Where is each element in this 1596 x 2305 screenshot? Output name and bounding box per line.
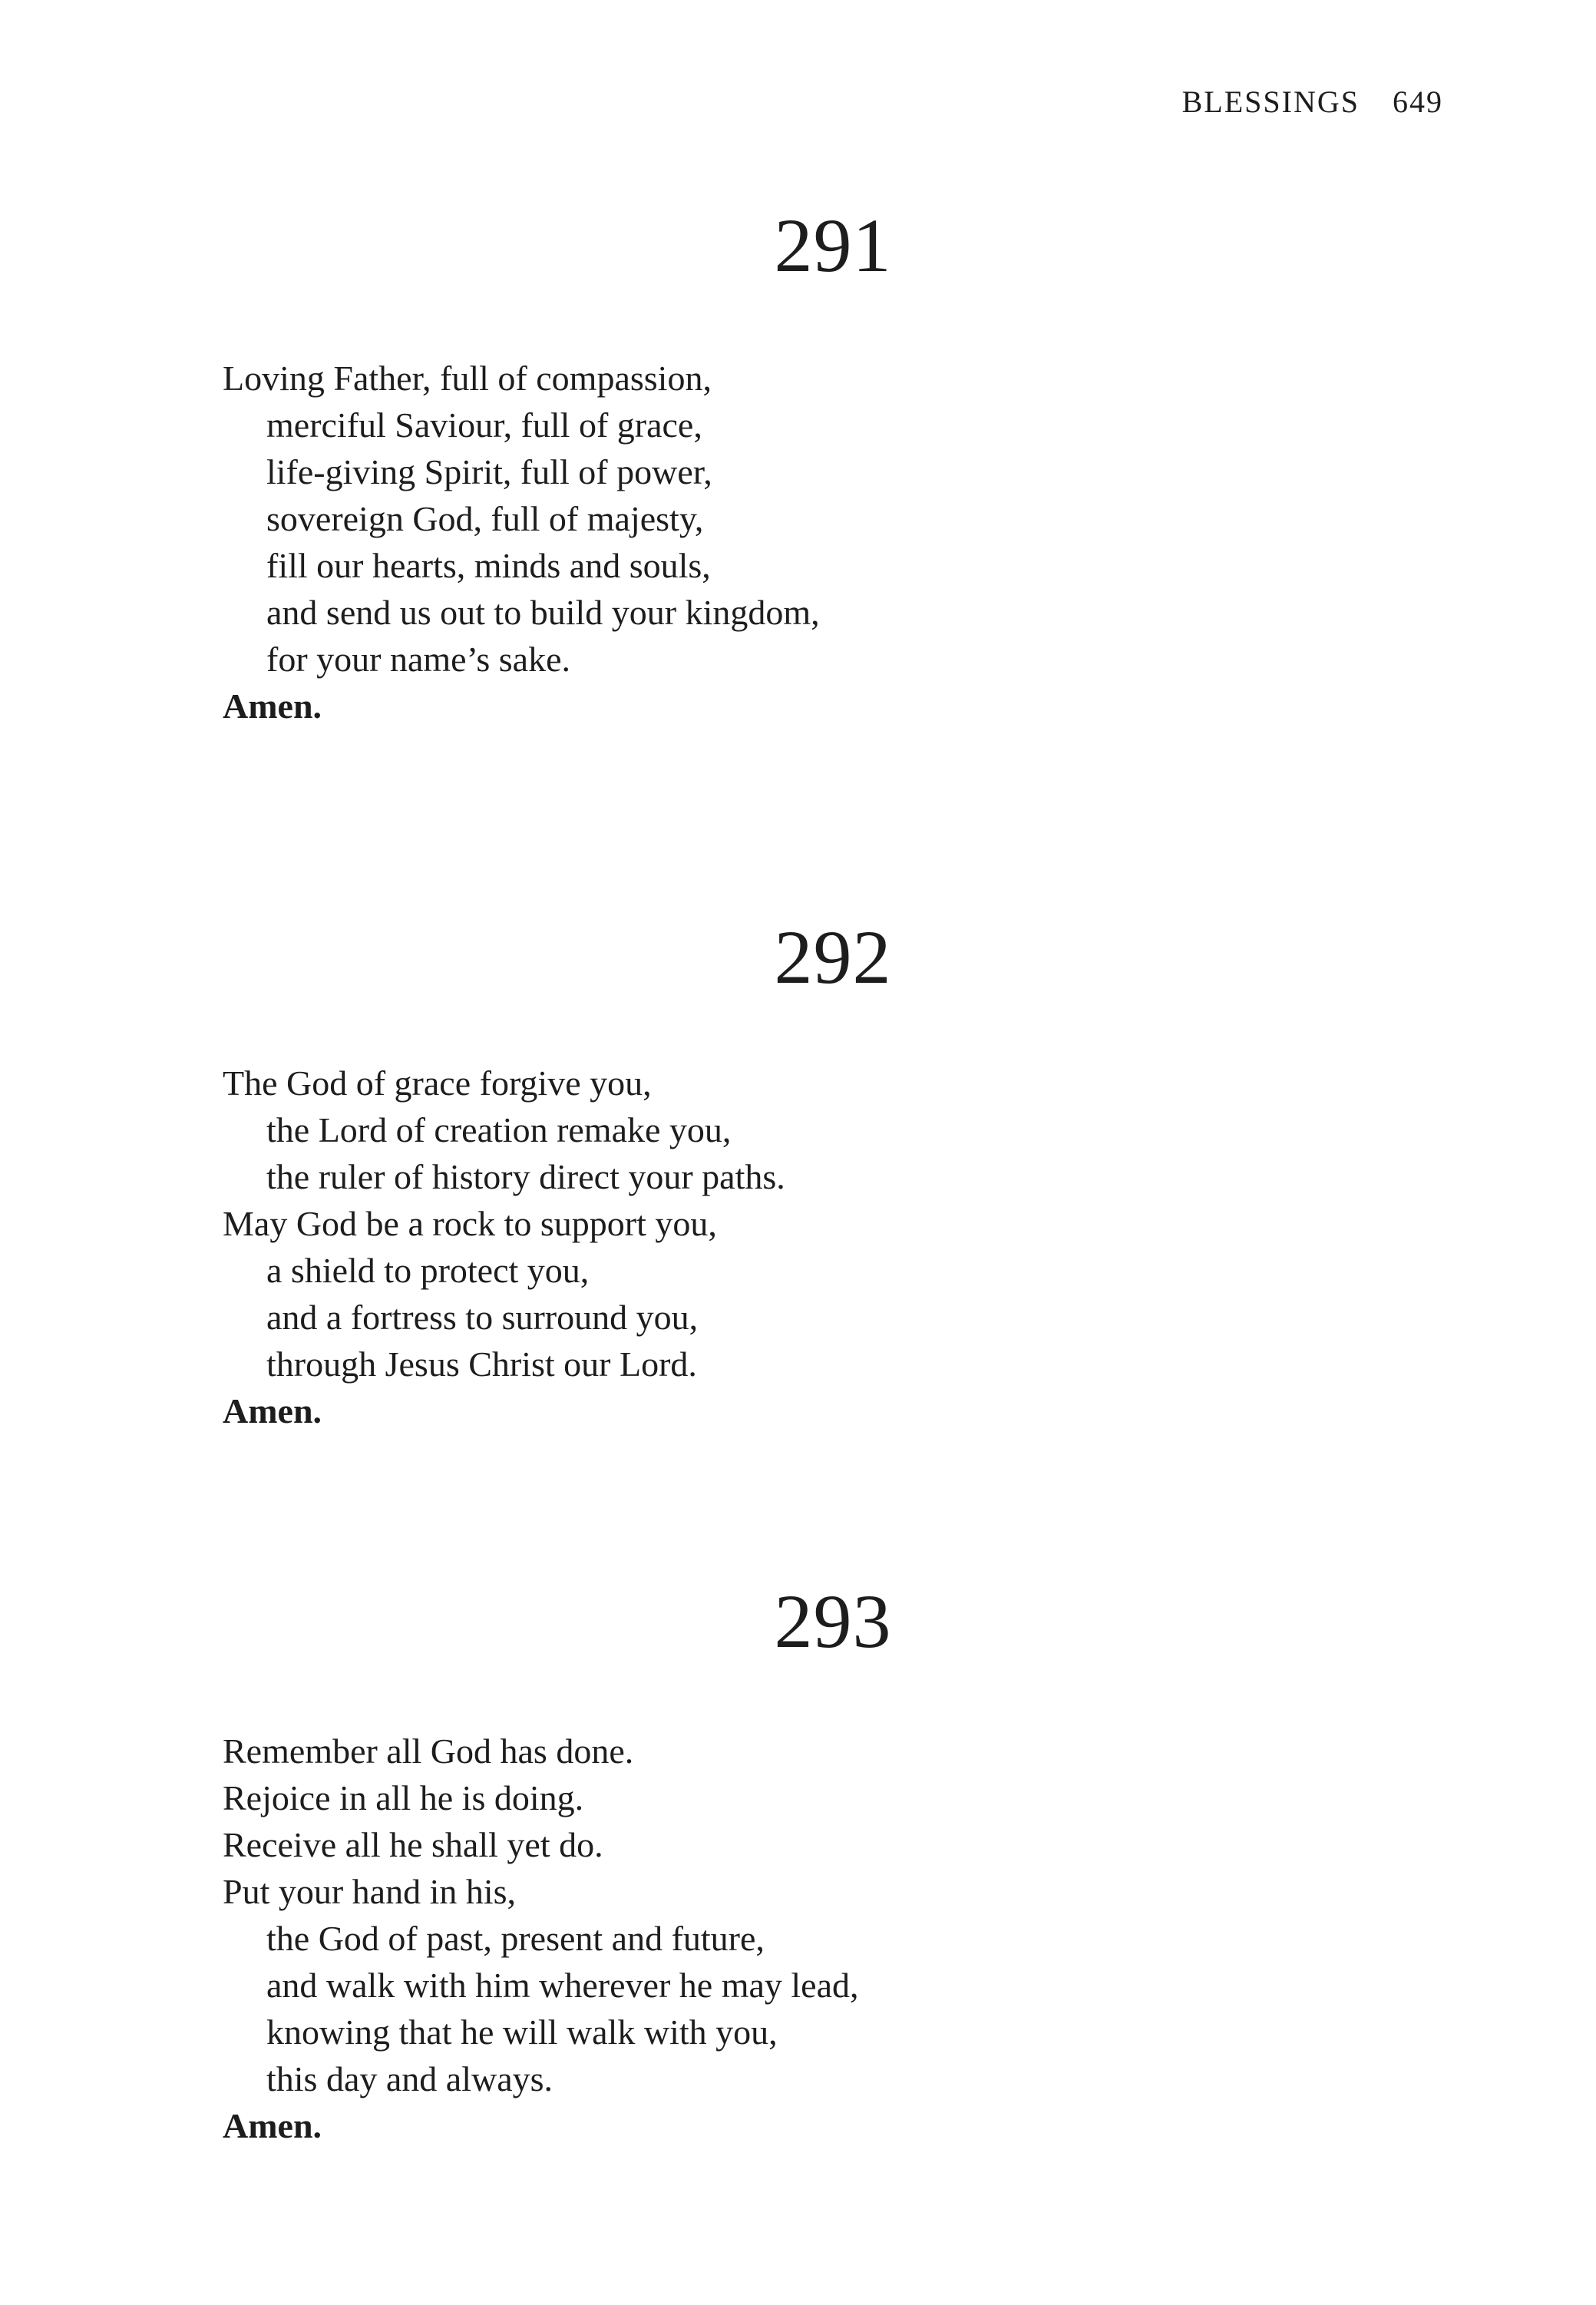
blessing-text (223, 1728, 1443, 2149)
blessing-line: life-giving Spirit, full of power, (266, 452, 712, 491)
amen-line: Amen. (223, 2106, 322, 2145)
blessing-text (223, 355, 1443, 729)
running-header-title: BLESSINGS (1181, 84, 1360, 119)
blessing-line: sovereign God, full of majesty, (266, 499, 704, 538)
blessing-line: The God of grace forgive you, (223, 1063, 652, 1103)
blessing-line: the God of past, present and future, (266, 1919, 765, 1958)
blessing-line: the ruler of history direct your paths. (266, 1157, 785, 1196)
running-header (223, 84, 1443, 120)
blessing-number: 291 (774, 203, 892, 288)
blessing-line: and a fortress to surround you, (266, 1298, 699, 1337)
blessing-line: fill our hearts, minds and souls, (266, 546, 711, 585)
blessing-line: through Jesus Christ our Lord. (266, 1344, 697, 1384)
blessing-line: Remember all God has done. (223, 1731, 634, 1771)
blessing-line: Put your hand in his, (223, 1872, 517, 1911)
blessing-line: a shield to protect you, (266, 1251, 590, 1290)
blessing-line: knowing that he will walk with you, (266, 2012, 778, 2052)
blessing-line: Loving Father, full of compassion, (223, 359, 712, 398)
blessing-line: for your name’s sake. (266, 640, 570, 679)
blessing-section (223, 203, 1443, 729)
blessing-number: 293 (774, 1579, 892, 1664)
blessing-line: and walk with him wherever he may lead, (266, 1966, 859, 2005)
page-number: 649 (1393, 84, 1443, 119)
blessing-line: Receive all he shall yet do. (223, 1825, 603, 1864)
blessing-line: this day and always. (266, 2059, 553, 2098)
blessing-text (223, 1060, 1443, 1434)
amen-line: Amen. (223, 1391, 322, 1430)
blessings-content (223, 203, 1443, 2149)
blessing-line: merciful Saviour, full of grace, (266, 405, 702, 445)
amen-line: Amen. (223, 686, 322, 726)
blessing-line: May God be a rock to support you, (223, 1204, 717, 1243)
blessing-line: Rejoice in all he is doing. (223, 1778, 584, 1817)
blessing-line: and send us out to build your kingdom, (266, 593, 820, 632)
blessing-line: the Lord of creation remake you, (266, 1110, 732, 1149)
blessing-section (223, 915, 1443, 1434)
blessing-number: 292 (774, 914, 892, 1000)
blessing-section (223, 1579, 1443, 2149)
